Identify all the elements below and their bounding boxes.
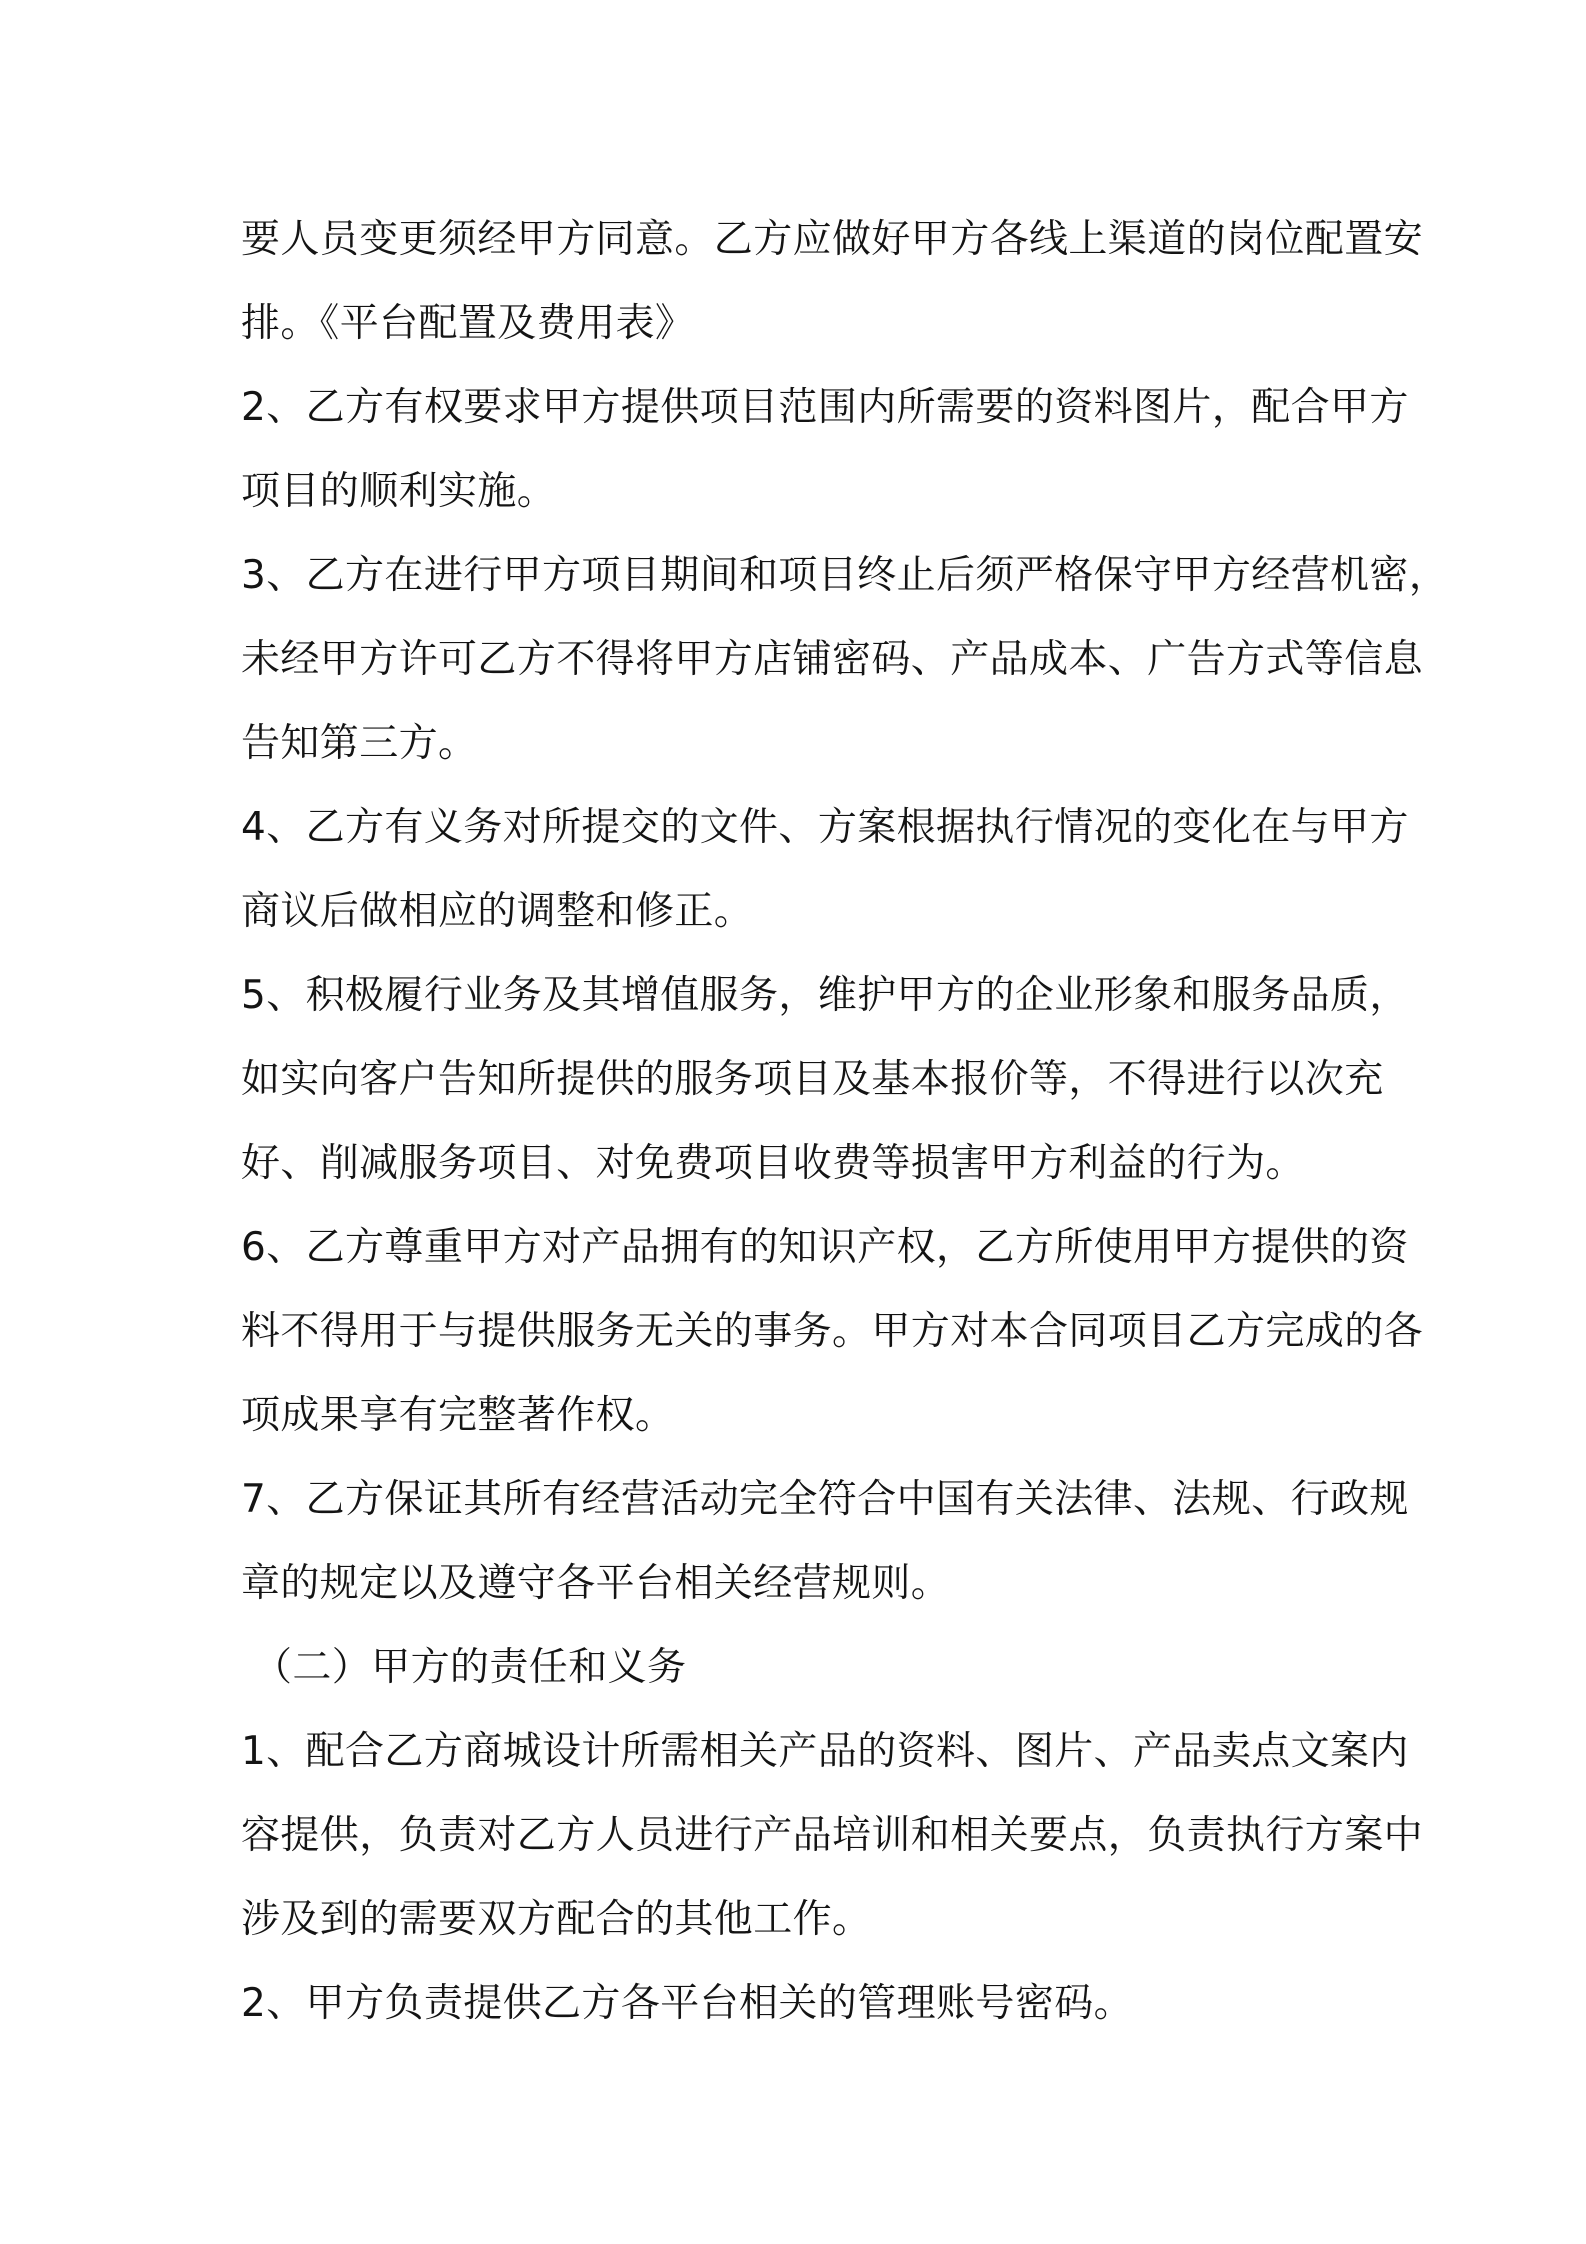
text-line: 项成果享有完整著作权。 [241, 1393, 675, 1438]
text-line: 如实向客户告知所提供的服务项目及基本报价等，不得进行以次充 [241, 1057, 1384, 1102]
text-line: 要人员变更须经甲方同意。乙方应做好甲方各线上渠道的岗位配置安 [241, 217, 1424, 262]
clause-5-line: 5、积极履行业务及其增值服务，维护甲方的企业形象和服务品质， [241, 973, 1409, 1018]
text-line: 章的规定以及遵守各平台相关经营规则。 [241, 1561, 951, 1606]
text-line: 商议后做相应的调整和修正。 [241, 889, 754, 934]
text-line: 项目的顺利实施。 [241, 469, 557, 514]
contract-text [241, 198, 1449, 2046]
text-line: 好、削减服务项目、对免费项目收费等损害甲方利益的行为。 [241, 1141, 1305, 1186]
clause-1-line: 1、配合乙方商城设计所需相关产品的资料、图片、产品卖点文案内 [241, 1729, 1409, 1774]
text-line: 告知第三方。 [241, 721, 478, 766]
text-line: 排。《平台配置及费用表》 [241, 301, 695, 346]
text-line: 未经甲方许可乙方不得将甲方店铺密码、产品成本、广告方式等信息 [241, 637, 1424, 682]
text-line: 料不得用于与提供服务无关的事务。甲方对本合同项目乙方完成的各 [241, 1309, 1424, 1354]
clause-2-line: 2、甲方负责提供乙方各平台相关的管理账号密码。 [241, 1981, 1134, 2026]
text-line: 涉及到的需要双方配合的其他工作。 [241, 1897, 872, 1942]
text-line: 容提供，负责对乙方人员进行产品培训和相关要点，负责执行方案中 [241, 1813, 1424, 1858]
section-heading: （二）甲方的责任和义务 [253, 1645, 687, 1690]
clause-7-line: 7、乙方保证其所有经营活动完全符合中国有关法律、法规、行政规 [241, 1477, 1409, 1522]
clause-3-line: 3、乙方在进行甲方项目期间和项目终止后须严格保守甲方经营机密， [241, 553, 1449, 598]
clause-2-line: 2、乙方有权要求甲方提供项目范围内所需要的资料图片，配合甲方 [241, 385, 1409, 430]
clause-4-line: 4、乙方有义务对所提交的文件、方案根据执行情况的变化在与甲方 [241, 805, 1409, 850]
clause-6-line: 6、乙方尊重甲方对产品拥有的知识产权，乙方所使用甲方提供的资 [241, 1225, 1409, 1270]
